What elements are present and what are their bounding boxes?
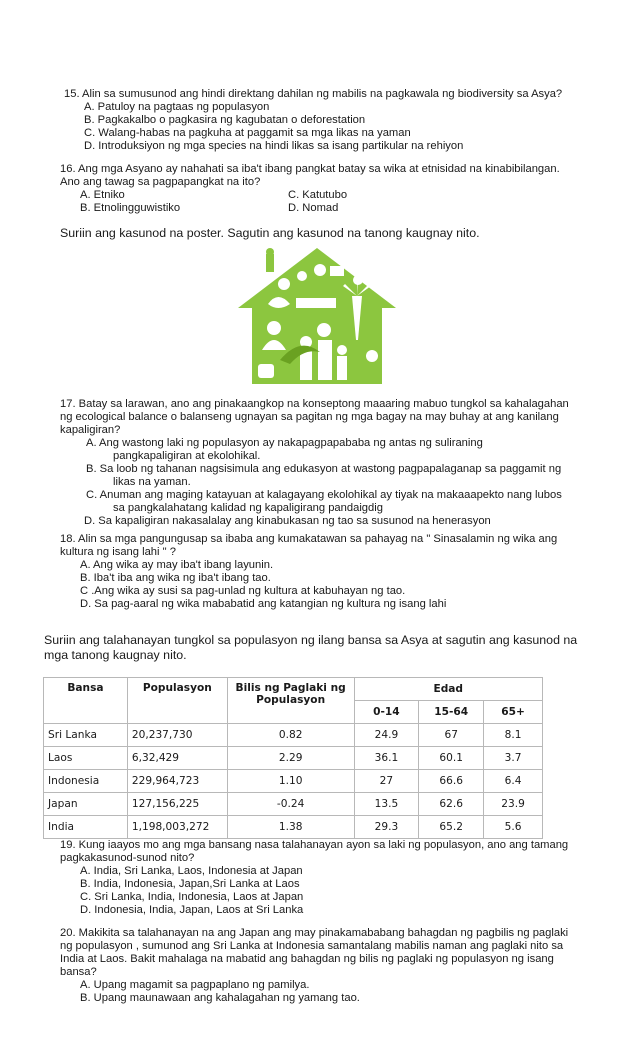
q18-choice-a: A. Ang wika ay may iba't ibang layunin.	[80, 559, 274, 571]
table-row	[44, 793, 543, 816]
ecology-poster-image	[232, 246, 402, 386]
q17-choice-c: C. Anuman ang maging katayuan at kalagayang ekolohikal ay tiyak na makaaapekto nang lubos	[86, 489, 562, 501]
q18-stem-line-2: kultura ng isang lahi " ?	[60, 546, 176, 558]
question-17	[60, 398, 569, 528]
q16-choice-a: A. Etniko	[80, 189, 125, 201]
q19-choice-c: C. Sri Lanka, India, Indonesia, Laos at Japan	[80, 891, 304, 903]
q17-choice-d: D. Sa kapaligiran nakasalalay ang kinabukasan ng tao sa susunod na henerasyon	[84, 515, 491, 527]
question-15	[64, 88, 562, 153]
q20-stem-line-1: 20. Makikita sa talahanayan na ang Japan ang may pinakamababang bahagdan ng pagbilis ng paglaki	[60, 927, 569, 939]
table-prompt-line-2: mga tanong kaugnay nito.	[44, 648, 187, 662]
cell-edad-15-64: 62.6	[419, 793, 484, 816]
cell-edad-65plus: 8.1	[484, 724, 543, 747]
cell-populasyon: 6,32,429	[127, 747, 227, 770]
cell-edad-0-14: 36.1	[354, 747, 419, 770]
table-row	[44, 724, 543, 747]
cell-populasyon: 127,156,225	[127, 793, 227, 816]
cell-bilis: 2.29	[227, 747, 354, 770]
question-16	[60, 163, 560, 215]
q15-choice-a: A. Patuloy na pagtaas ng populasyon	[84, 101, 270, 113]
q17-choice-b: B. Sa loob ng tahanan nagsisimula ang edukasyon at wastong pagpapalaganap sa paggamit ng	[86, 463, 562, 475]
cell-bilis: 1.10	[227, 770, 354, 793]
table-row	[44, 747, 543, 770]
cell-populasyon: 229,964,723	[127, 770, 227, 793]
q16-stem-line-1: 16. Ang mga Asyano ay nahahati sa iba't ibang pangkat batay sa wika at etnisidad na kinabibilangan.	[60, 163, 560, 175]
q17-choice-c-cont: sa pangkalahatang kalidad ng kapaligirang pandaigdig	[113, 502, 383, 514]
q16-choice-b: B. Etnolingguwistiko	[80, 202, 181, 214]
q20-choice-a: A. Upang magamit sa pagpaplano ng pamilya.	[80, 979, 310, 991]
cell-bansa: India	[44, 816, 128, 839]
cell-populasyon: 20,237,730	[127, 724, 227, 747]
q16-choice-d: D. Nomad	[288, 202, 339, 214]
q17-stem-line-2: ng ecological balance o balanseng ugnayan sa pagitan ng mga bagay na may buhay at ang kanilang	[60, 411, 559, 423]
header-edad-0-14: 0-14	[354, 701, 419, 724]
q15-choice-b: B. Pagkakalbo o pagkasira ng kagubatan o deforestation	[84, 114, 366, 126]
header-bansa: Bansa	[44, 678, 128, 724]
q20-stem-line-3: India at Laos. Bakit mahalaga na mabatid ang bahagdan ng bilis ng paglaki ng populasyon ng isang	[60, 953, 554, 965]
header-edad: Edad	[354, 678, 543, 701]
q17-choice-a: A. Ang wastong laki ng populasyon ay nakapagpapababa ng antas ng suliraning	[86, 437, 483, 449]
q17-stem-line-1: 17. Batay sa larawan, ano ang pinakaangkop na konseptong maaaring mabuo tungkol sa kahalagahan	[60, 398, 569, 410]
q19-choice-d: D. Indonesia, India, Japan, Laos at Sri Lanka	[80, 904, 304, 916]
q18-stem-line-1: 18. Alin sa mga pangungusap sa ibaba ang kumakatawan sa pahayag na " Sinasalamin ng wika ang	[60, 533, 558, 545]
q18-choice-b: B. Iba't iba ang wika ng iba't ibang tao.	[80, 572, 271, 584]
question-18	[60, 533, 557, 611]
cell-edad-15-64: 65.2	[419, 816, 484, 839]
cell-edad-0-14: 13.5	[354, 793, 419, 816]
cell-bansa: Japan	[44, 793, 128, 816]
cell-edad-15-64: 66.6	[419, 770, 484, 793]
header-bilis: Bilis ng Paglaki ng Populasyon	[227, 678, 354, 724]
q19-choice-a: A. India, Sri Lanka, Laos, Indonesia at Japan	[80, 865, 303, 877]
cell-bansa: Laos	[44, 747, 128, 770]
table-prompt	[44, 633, 577, 663]
q19-choice-b: B. India, Indonesia, Japan,Sri Lanka at Laos	[80, 878, 300, 890]
question-19	[60, 839, 568, 917]
cell-edad-65plus: 3.7	[484, 747, 543, 770]
cell-edad-65plus: 23.9	[484, 793, 543, 816]
q20-stem-line-4: bansa?	[60, 966, 97, 978]
header-edad-15-64: 15-64	[419, 701, 484, 724]
table-row	[44, 770, 543, 793]
q18-choice-d: D. Sa pag-aaral ng wika mababatid ang katangian ng kultura ng isang lahi	[80, 598, 447, 610]
cell-bilis: -0.24	[227, 793, 354, 816]
cell-bansa: Indonesia	[44, 770, 128, 793]
q16-choice-c: C. Katutubo	[288, 189, 348, 201]
header-populasyon: Populasyon	[127, 678, 227, 724]
q15-choice-c: C. Walang-habas na pagkuha at paggamit sa mga likas na yaman	[84, 127, 411, 139]
cell-edad-65plus: 5.6	[484, 816, 543, 839]
cell-populasyon: 1,198,003,272	[127, 816, 227, 839]
q17-choice-a-cont: pangkapaligiran at ekolohikal.	[113, 450, 261, 462]
q19-stem-line-2: pagkakasunod-sunod nito?	[60, 852, 195, 864]
q18-choice-c: C .Ang wika ay susi sa pag-unlad ng kultura at kabuhayan ng tao.	[80, 585, 406, 597]
table-row	[44, 816, 543, 839]
q17-choice-b-cont: likas na yaman.	[113, 476, 191, 488]
table-prompt-line-1: Suriin ang talahanayan tungkol sa populasyon ng ilang bansa sa Asya at sagutin ang kasunod na	[44, 633, 578, 647]
cell-edad-65plus: 6.4	[484, 770, 543, 793]
cell-edad-0-14: 29.3	[354, 816, 419, 839]
header-edad-65plus: 65+	[484, 701, 543, 724]
cell-bilis: 0.82	[227, 724, 354, 747]
q20-stem-line-2: ng populasyon , sumunod ang Sri Lanka at Indonesia samantalang mabilis naman ang paglaki nito sa	[60, 940, 564, 952]
cell-bansa: Sri Lanka	[44, 724, 128, 747]
q17-stem-line-3: kapaligiran?	[60, 424, 121, 436]
q20-choice-b: B. Upang maunawaan ang kahalagahan ng yamang tao.	[80, 992, 360, 1004]
cell-bilis: 1.38	[227, 816, 354, 839]
cell-edad-15-64: 67	[419, 724, 484, 747]
question-20	[60, 927, 568, 1005]
cell-edad-0-14: 24.9	[354, 724, 419, 747]
q19-stem-line-1: 19. Kung iaayos mo ang mga bansang nasa talahanayan ayon sa laki ng populasyon, ano ang tamang	[60, 839, 569, 851]
cell-edad-15-64: 60.1	[419, 747, 484, 770]
cell-edad-0-14: 27	[354, 770, 419, 793]
q15-stem: 15. Alin sa sumusunod ang hindi direktang dahilan ng mabilis na pagkawala ng biodiversity sa Asya?	[64, 88, 563, 100]
poster-prompt: Suriin ang kasunod na poster. Sagutin ang kasunod na tanong kaugnay nito.	[60, 226, 480, 240]
q16-stem-line-2: Ano ang tawag sa pagpapangkat na ito?	[60, 176, 261, 188]
population-table	[43, 677, 543, 839]
q15-choice-d: D. Introduksiyon ng mga species na hindi likas sa isang partikular na rehiyon	[84, 140, 464, 152]
